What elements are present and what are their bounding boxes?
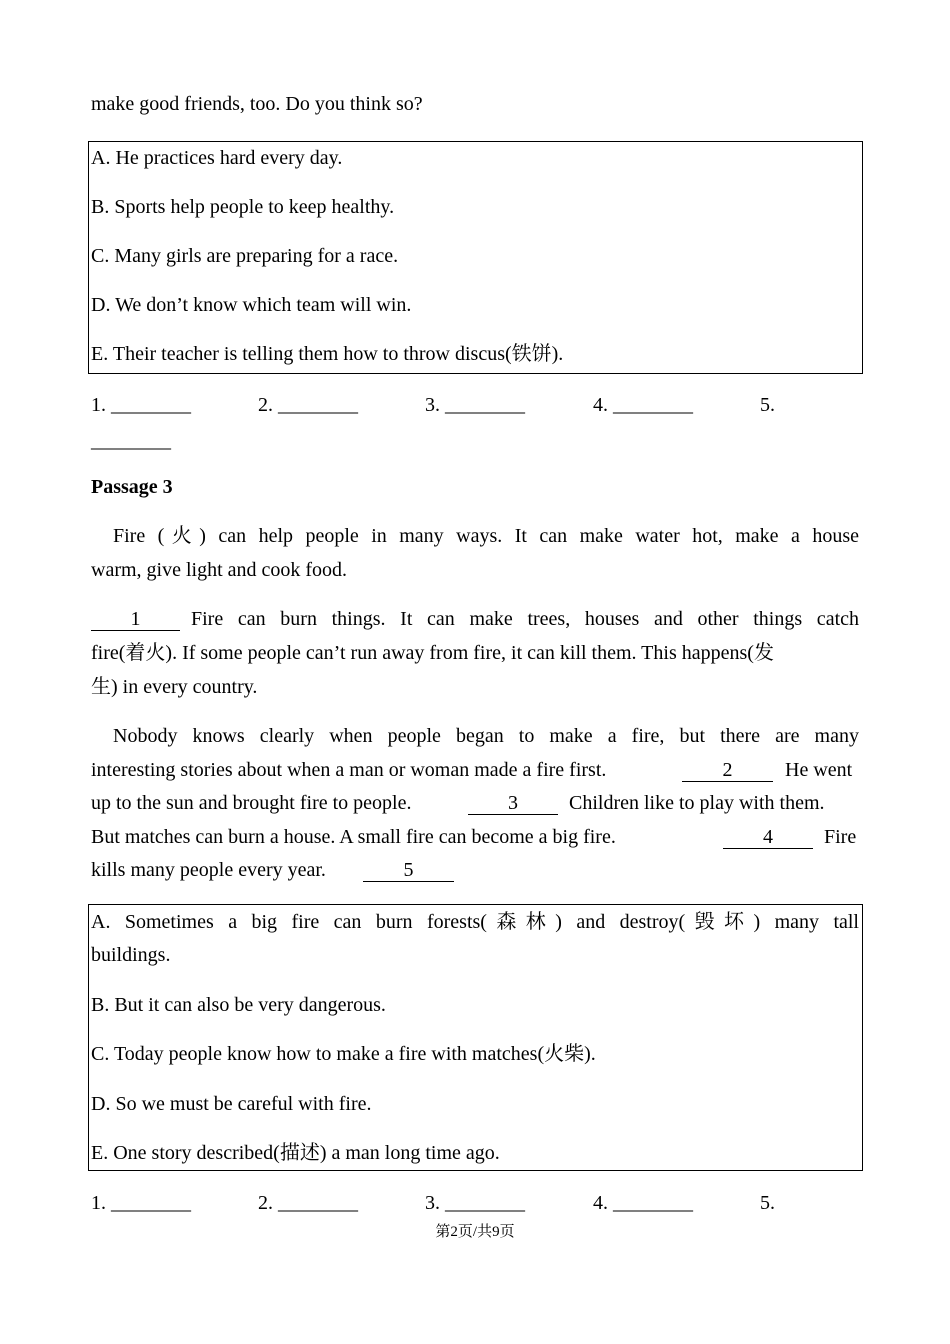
paragraph-3-line-2-end: He went <box>785 759 853 781</box>
answer2-item-5: 5. <box>760 1192 775 1214</box>
blank-3 <box>468 791 558 815</box>
paragraph-3-line-4-end: Fire <box>824 826 857 848</box>
blank-5-number: 5 <box>363 859 454 882</box>
options-box-passage2 <box>88 141 863 374</box>
option-c: C. Today people know how to make a fire with matches(火柴). <box>91 1043 596 1065</box>
answer-item-5: 5. <box>760 394 775 416</box>
option-a: A. He practices hard every day. <box>91 147 343 169</box>
paragraph-3-line-3-text: up to the sun and brought fire to people. <box>91 792 412 814</box>
paragraph-3-line-4-text: But matches can burn a house. A small fire can become a big fire. <box>91 826 616 848</box>
blank-4-number: 4 <box>723 826 813 849</box>
option-c: C. Many girls are preparing for a race. <box>91 245 399 267</box>
answer-item-4: 4. ________ <box>593 394 693 416</box>
answer2-item-3: 3. ________ <box>425 1192 525 1214</box>
paragraph-3-line-1: Nobody knows clearly when people began to make a fire, but there are many <box>113 725 859 747</box>
page-footer: 第2页/共9页 <box>435 1224 515 1240</box>
answer2-item-2: 2. ________ <box>258 1192 358 1214</box>
option-b: B. But it can also be very dangerous. <box>91 994 386 1016</box>
option-b: B. Sports help people to keep healthy. <box>91 196 395 218</box>
answer2-item-1: 1. ________ <box>91 1192 191 1214</box>
passage2-tail-text: make good friends, too. Do you think so? <box>91 93 423 115</box>
blank-3-number: 3 <box>468 792 558 815</box>
option-d: D. We don’t know which team will win. <box>91 294 412 316</box>
paragraph-1-line-1: Fire (火) can help people in many ways. It can make water hot, make a house <box>113 525 859 547</box>
answer-item-1: 1. ________ <box>91 394 191 416</box>
blank-1 <box>91 607 180 631</box>
paragraph-1-line-2: warm, give light and cook food. <box>91 559 348 581</box>
option-d: D. So we must be careful with fire. <box>91 1093 372 1115</box>
paragraph-2-line-2: fire(着火). If some people can’t run away from fire, it can kill them. This happens(发 <box>91 642 774 664</box>
answer-item-5-blank: ________ <box>91 430 171 452</box>
paragraph-2-line-1: Fire can burn things. It can make trees, houses and other things catch <box>191 608 859 630</box>
answer-item-2: 2. ________ <box>258 394 358 416</box>
paragraph-3-line-5-text: kills many people every year. <box>91 859 326 881</box>
option-e: E. Their teacher is telling them how to throw discus(铁饼). <box>91 343 564 365</box>
passage-heading: Passage 3 <box>91 476 173 498</box>
option-e: E. One story described(描述) a man long time ago. <box>91 1142 500 1164</box>
blank-1-number: 1 <box>91 608 180 631</box>
answer2-item-4: 4. ________ <box>593 1192 693 1214</box>
paragraph-3-line-2-text: interesting stories about when a man or woman made a fire first. <box>91 759 607 781</box>
paragraph-2-line-3: 生) in every country. <box>91 676 258 698</box>
paragraph-3-line-3-end: Children like to play with them. <box>569 792 825 814</box>
blank-2-number: 2 <box>682 759 773 782</box>
answer-item-3: 3. ________ <box>425 394 525 416</box>
blank-2 <box>682 758 773 782</box>
blank-5 <box>363 858 454 882</box>
option-a-line-2: buildings. <box>91 944 171 966</box>
options-box-passage3 <box>88 904 863 1171</box>
option-a-line-1: A. Sometimes a big fire can burn forests(森林) and destroy(毁坏) many tall <box>91 911 859 933</box>
blank-4 <box>723 825 813 849</box>
